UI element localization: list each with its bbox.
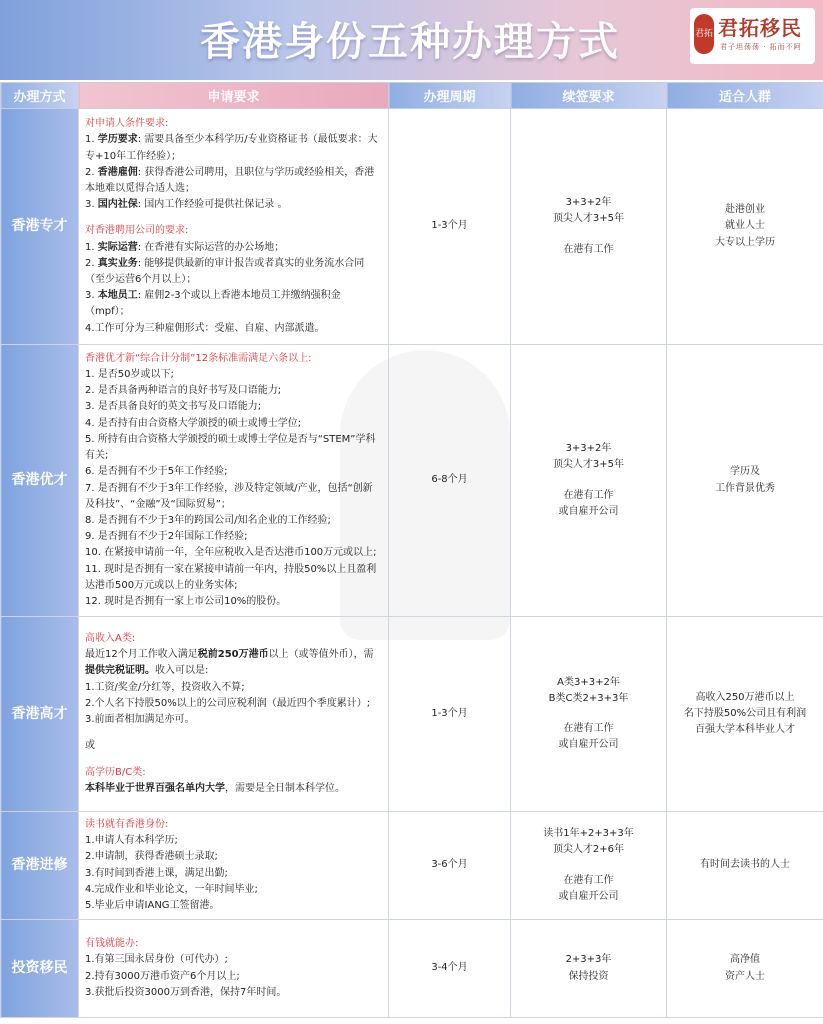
row-label: 香港高才	[1, 617, 79, 812]
req-item: 2.持有3000万港币资产6个月以上;	[85, 970, 240, 982]
table-row	[1, 345, 823, 617]
req-item: 1.申请人有本科学历;	[85, 835, 178, 847]
suitable-cell: 赴港创业 就业人士 大专以上学历	[667, 109, 823, 345]
col-header-suitable: 适合人群	[667, 83, 823, 109]
req-item: 1.工资/奖金/分红等，投资收入不算;	[85, 681, 245, 693]
req-heading: 对申请人条件要求:	[85, 118, 169, 130]
brand-logo	[690, 8, 815, 64]
table-row	[1, 920, 823, 1018]
req-heading: 高收入A类:	[85, 633, 136, 645]
renewal-cell: 读书1年+2+3+3年 顶尖人才2+6年 在港有工作 或自雇开公司	[511, 812, 667, 920]
req-item: 2.申请制，获得香港硕士录取;	[85, 851, 218, 863]
req-item: 2.个人名下持股50%以上的公司应税利润（最近四个季度累计）;	[85, 697, 371, 709]
period-cell: 3-6个月	[389, 812, 511, 920]
req-item: 11. 现时是否拥有一家在紧接申请前一年内，持股50%以上且盈利达港币500万元或以上的业务实体;	[85, 563, 377, 591]
req-heading: 香港优才新“综合计分制”12条标准需满足六条以上:	[85, 352, 312, 364]
req-item: 2. 真实业务: 能够提供最新的审计报告或者真实的业务流水合同（至少运营6个月以上）；	[85, 257, 365, 285]
req-item: 4.完成作业和毕业论文，一年时间毕业;	[85, 883, 258, 895]
req-item: 3.有时间到香港上课，满足出勤;	[85, 867, 228, 879]
req-item: 1. 学历要求: 需要具备至少本科学历/专业资格证书（最低要求：大专+10年工作经验）；	[85, 134, 378, 162]
renewal-cell: 3+3+2年 顶尖人才3+5年 在港有工作	[511, 109, 667, 345]
renewal-cell: 2+3+3年 保持投资	[511, 920, 667, 1018]
table-header-row	[1, 83, 823, 109]
row-label: 香港专才	[1, 109, 79, 345]
req-item: 或	[85, 740, 95, 752]
req-heading: 对香港聘用公司的要求:	[85, 225, 189, 237]
col-header-period: 办理周期	[389, 83, 511, 109]
logo-seal-icon: 君拓	[694, 14, 714, 54]
requirements-cell	[79, 109, 389, 345]
req-item: 10. 在紧接申请前一年，全年应税收入是否达港币100万元或以上;	[85, 547, 377, 559]
req-item: 12. 现时是否拥有一家上市公司10%的股份。	[85, 595, 287, 607]
req-item: 本科毕业于世界百强名单内大学，需要是全日制本科学位。	[85, 782, 345, 794]
req-item: 7. 是否拥有不少于3年工作经验，涉及特定领域/产业，包括“创新及科技”、“金融”及“国际贸易”；	[85, 482, 373, 510]
req-item: 4. 是否持有由合资格大学颁授的硕士或博士学位;	[85, 417, 302, 429]
suitable-cell: 有时间去读书的人士	[667, 812, 823, 920]
row-label: 香港优才	[1, 345, 79, 617]
req-item: 5.毕业后申请IANG工签留港。	[85, 899, 220, 911]
requirements-cell	[79, 812, 389, 920]
comparison-table	[0, 82, 823, 1018]
logo-slogan: 君子坦荡荡 · 拓而不阿	[720, 43, 802, 51]
req-item: 8. 是否拥有不少于3年的跨国公司/知名企业的工作经验;	[85, 514, 331, 526]
req-heading: 高学历B/C类:	[85, 766, 146, 778]
req-item: 1.有第三国永居身份（可代办）;	[85, 954, 228, 966]
suitable-cell: 高收入250万港币以上 名下持股50%公司且有利润 百强大学本科毕业人才	[667, 617, 823, 812]
req-item: 3. 是否具备良好的英文书写及口语能力;	[85, 401, 262, 413]
req-item: 6. 是否拥有不少于5年工作经验;	[85, 466, 228, 478]
req-item: 最近12个月工作收入满足税前250万港币以上（或等值外币），需提供完税证明。收入可以是:	[85, 649, 374, 677]
row-label: 投资移民	[1, 920, 79, 1018]
period-cell: 1-3个月	[389, 617, 511, 812]
col-header-renewal: 续签要求	[511, 83, 667, 109]
col-header-requirements: 申请要求	[79, 83, 389, 109]
req-item: 3.获批后投资3000万到香港，保持7年时间。	[85, 986, 287, 998]
req-item: 3. 国内社保: 国内工作经验可提供社保记录 。	[85, 199, 288, 211]
col-header-method: 办理方式	[1, 83, 79, 109]
renewal-cell: A类3+3+2年 B类C类2+3+3年 在港有工作 或自雇开公司	[511, 617, 667, 812]
table-row	[1, 109, 823, 345]
period-cell: 1-3个月	[389, 109, 511, 345]
req-item: 4.工作可分为三种雇佣形式：受雇、自雇、内部派遣。	[85, 322, 325, 334]
renewal-cell: 3+3+2年 顶尖人才3+5年 在港有工作 或自雇开公司	[511, 345, 667, 617]
req-item: 9. 是否拥有不少于2年国际工作经验;	[85, 531, 248, 543]
req-item: 3.前面者相加满足亦可。	[85, 714, 195, 726]
title-banner	[0, 0, 823, 80]
table-row	[1, 617, 823, 812]
req-heading: 有钱就能办:	[85, 938, 139, 950]
period-cell: 6-8个月	[389, 345, 511, 617]
req-heading: 读书就有香港身份:	[85, 818, 169, 830]
req-item: 1. 是否50岁或以下;	[85, 369, 174, 381]
row-label: 香港进修	[1, 812, 79, 920]
table-row	[1, 812, 823, 920]
req-item: 3. 本地员工: 雇佣2-3个或以上香港本地员工并缴纳强积金（mpf）；	[85, 290, 341, 318]
req-item: 2. 香港雇佣: 获得香港公司聘用，且职位与学历或经验相关，香港本地难以觅得合适人选；	[85, 166, 375, 194]
period-cell: 3-4个月	[389, 920, 511, 1018]
requirements-cell	[79, 345, 389, 617]
page-title: 香港身份五种办理方式	[200, 19, 620, 65]
requirements-cell	[79, 617, 389, 812]
suitable-cell: 高净值 资产人士	[667, 920, 823, 1018]
req-item: 5. 所持有由合资格大学颁授的硕士或博士学位是否与“STEM”学科有关;	[85, 433, 376, 462]
req-item: 1. 实际运营: 在香港有实际运营的办公场地；	[85, 241, 285, 253]
logo-name: 君拓移民	[718, 16, 802, 40]
req-item: 2. 是否具备两种语言的良好书写及口语能力;	[85, 385, 282, 397]
suitable-cell: 学历及 工作背景优秀	[667, 345, 823, 617]
requirements-cell	[79, 920, 389, 1018]
